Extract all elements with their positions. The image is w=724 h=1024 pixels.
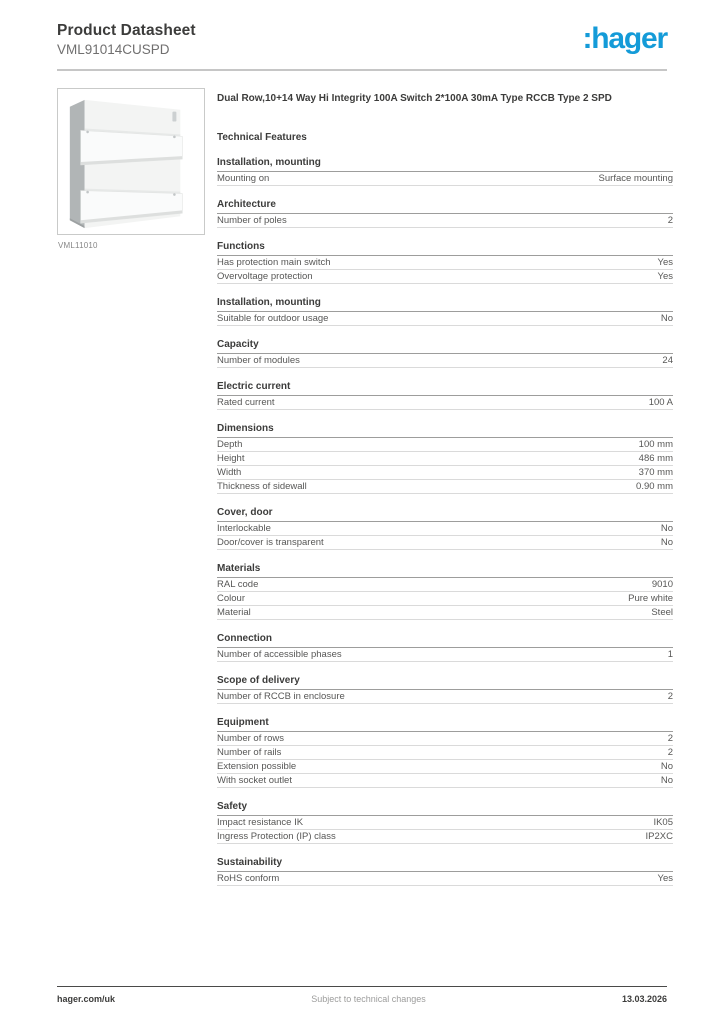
spec-row [217,592,673,606]
spec-section [217,241,673,284]
spec-label: Mounting on [217,173,270,184]
spec-row [217,466,673,480]
spec-label: Overvoltage protection [217,271,313,282]
spec-row [217,256,673,270]
spec-row [217,732,673,746]
spec-row [217,606,673,620]
spec-value: 0.90 mm [636,481,673,492]
spec-row [217,452,673,466]
footer-divider [57,986,667,987]
spec-value: 2 [667,215,673,226]
spec-value: IP2XC [645,831,673,842]
spec-section [217,507,673,550]
spec-label: Ingress Protection (IP) class [217,831,336,842]
page-title: Product Datasheet [57,22,196,39]
spec-label: Width [217,467,242,478]
footer [57,994,667,1004]
spec-label: Number of poles [217,215,287,226]
hager-logo: :hager [582,22,667,55]
spec-value: No [660,537,673,548]
spec-row [217,270,673,284]
spec-label: Material [217,607,251,618]
section-heading: Scope of delivery [217,675,673,690]
spec-row [217,578,673,592]
section-heading: Cover, door [217,507,673,522]
spec-value: 100 mm [638,439,673,450]
product-title: Dual Row,10+14 Way Hi Integrity 100A Switch 2*100A 30mA Type RCCB Type 2 SPD [217,93,612,104]
spec-label: Interlockable [217,523,271,534]
spec-label: Thickness of sidewall [217,481,307,492]
spec-section [217,199,673,228]
spec-label: RAL code [217,579,259,590]
product-reference: VML91014CUSPD [57,42,170,57]
spec-row [217,830,673,844]
spec-label: Number of accessible phases [217,649,342,660]
spec-label: Rated current [217,397,275,408]
spec-row [217,214,673,228]
spec-row [217,480,673,494]
section-heading: Equipment [217,717,673,732]
spec-column [217,92,673,886]
spec-label: Impact resistance IK [217,817,304,828]
spec-row [217,774,673,788]
spec-value: 9010 [651,579,673,590]
spec-section [217,563,673,620]
spec-label: Door/cover is transparent [217,537,324,548]
section-heading: Capacity [217,339,673,354]
spec-row [217,536,673,550]
section-heading: Sustainability [217,857,673,872]
spec-value: Yes [657,257,673,268]
spec-label: RoHS conform [217,873,280,884]
spec-section [217,801,673,844]
spec-section [217,297,673,326]
section-heading: Architecture [217,199,673,214]
spec-row [217,648,673,662]
spec-section [217,675,673,704]
spec-section [217,423,673,494]
footer-date: 13.03.2026 [621,994,667,1004]
spec-value: 24 [662,355,673,366]
spec-value: Yes [657,873,673,884]
spec-label: Number of rails [217,747,282,758]
spec-label: Suitable for outdoor usage [217,313,329,324]
spec-label: Number of rows [217,733,285,744]
spec-value: Yes [657,271,673,282]
spec-row [217,690,673,704]
spec-value: No [660,523,673,534]
spec-value: No [660,761,673,772]
spec-value: 370 mm [638,467,673,478]
spec-label: Colour [217,593,245,604]
spec-value: Steel [651,607,673,618]
spec-row [217,354,673,368]
spec-section [217,717,673,788]
spec-section [217,339,673,368]
spec-label: Extension possible [217,761,297,772]
spec-row [217,816,673,830]
spec-table [217,157,673,886]
spec-value: No [660,775,673,786]
spec-label: With socket outlet [217,775,292,786]
spec-value: Pure white [628,593,673,604]
section-heading: Functions [217,241,673,256]
spec-value: 2 [667,747,673,758]
spec-value: 2 [667,733,673,744]
spec-value: No [660,313,673,324]
spec-label: Depth [217,439,243,450]
product-image [57,88,205,235]
spec-row [217,312,673,326]
footer-website-link[interactable]: hager.com/uk [57,994,116,1004]
spec-value: 486 mm [638,453,673,464]
spec-label: Height [217,453,245,464]
section-heading: Materials [217,563,673,578]
consumer-unit-illustration [58,89,204,234]
spec-section [217,857,673,886]
spec-value: IK05 [653,817,673,828]
spec-row [217,522,673,536]
spec-label: Number of RCCB in enclosure [217,691,345,702]
section-heading: Dimensions [217,423,673,438]
header [57,22,667,57]
spec-section [217,633,673,662]
header-divider [57,69,667,71]
spec-section [217,157,673,186]
spec-row [217,396,673,410]
section-heading: Installation, mounting [217,297,673,312]
section-heading: Electric current [217,381,673,396]
spec-value: 1 [667,649,673,660]
spec-value: 100 A [648,397,673,408]
section-heading: Connection [217,633,673,648]
spec-label: Has protection main switch [217,257,331,268]
spec-value: Surface mounting [598,173,673,184]
spec-section [217,381,673,410]
product-image-caption: VML11010 [58,241,98,250]
section-heading: Safety [217,801,673,816]
spec-row [217,760,673,774]
technical-features-heading: Technical Features [217,132,307,143]
spec-row [217,172,673,186]
spec-label: Number of modules [217,355,300,366]
spec-row [217,746,673,760]
footer-note: Subject to technical changes [311,994,426,1004]
spec-row [217,872,673,886]
section-heading: Installation, mounting [217,157,673,172]
spec-row [217,438,673,452]
spec-value: 2 [667,691,673,702]
